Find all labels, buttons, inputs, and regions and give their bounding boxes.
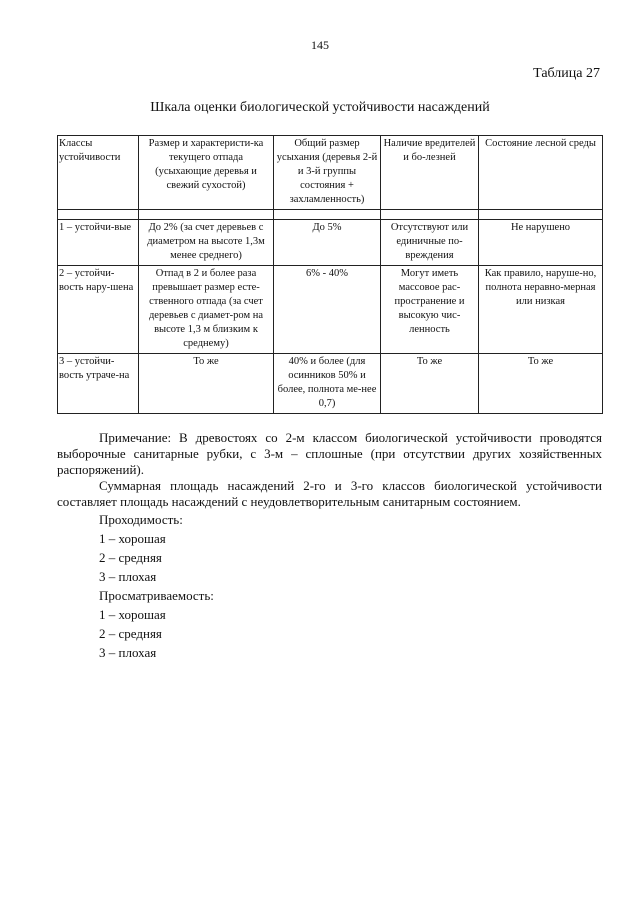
column-header: Размер и характеристи-ка текущего отпада (усыхающие деревья и свежий сухостой) bbox=[139, 136, 274, 210]
visibility-item: 1 – хорошая bbox=[99, 607, 166, 622]
visibility-heading: Просматриваемость: bbox=[99, 588, 214, 603]
passability-item: 1 – хорошая bbox=[99, 531, 166, 546]
note-paragraph: Суммарная площадь насаждений 2-го и 3-го классов биологической устойчивости составляет площадь насаждений с неудовлетворительным санитарным состоянием. bbox=[57, 478, 602, 509]
passability-heading: Проходимость: bbox=[99, 512, 183, 527]
table-row bbox=[58, 354, 603, 414]
table-cell: 6% - 40% bbox=[274, 266, 381, 354]
column-header: Общий размер усыхания (деревья 2-й и 3-й группы состояния + захламленность) bbox=[274, 136, 381, 210]
table-cell: 2 – устойчи-вость нару-шена bbox=[58, 266, 139, 354]
table-header-row bbox=[58, 136, 603, 210]
table-cell: То же bbox=[479, 354, 603, 414]
table-cell: Не нарушено bbox=[479, 220, 603, 266]
note-paragraph: Примечание: В древостоях со 2-м классом биологической устойчивости проводятся выборочные санитарные рубки, с 3-м – сплошные (при отсутствии других хозяйственных распоряжений). bbox=[57, 430, 602, 477]
table-cell: 3 – устойчи-вость утраче-на bbox=[58, 354, 139, 414]
table-cell: Отсутствуют или единичные по-вреждения bbox=[381, 220, 479, 266]
table-cell: До 5% bbox=[274, 220, 381, 266]
column-header: Классы устойчивости bbox=[58, 136, 139, 210]
passability-item: 3 – плохая bbox=[99, 569, 157, 584]
table-cell: То же bbox=[381, 354, 479, 414]
table-caption: Таблица 27 bbox=[533, 66, 600, 81]
table-row bbox=[58, 266, 603, 354]
passability-item: 2 – средняя bbox=[99, 550, 162, 565]
table-row bbox=[58, 220, 603, 266]
page-number: 145 bbox=[311, 38, 329, 52]
table-cell: То же bbox=[139, 354, 274, 414]
notes-section bbox=[57, 430, 602, 662]
table-cell: 40% и более (для осинников 50% и более, полнота ме-нее 0,7) bbox=[274, 354, 381, 414]
stability-scale-table bbox=[57, 135, 603, 414]
table-title: Шкала оценки биологической устойчивости насаждений bbox=[150, 100, 490, 115]
table-cell: Отпад в 2 и более раза превышает размер есте-ственного отпада (за счет деревьев с диамет-ром на высоте 1,3 м близким к среднему) bbox=[139, 266, 274, 354]
table-spacer-row bbox=[58, 210, 603, 220]
table-cell: Могут иметь массовое рас-пространение и высокую чис-ленность bbox=[381, 266, 479, 354]
visibility-item: 3 – плохая bbox=[99, 645, 157, 660]
table-cell: До 2% (за счет деревьев с диаметром на высоте 1,3м менее среднего) bbox=[139, 220, 274, 266]
column-header: Наличие вредителей и бо-лезней bbox=[381, 136, 479, 210]
visibility-item: 2 – средняя bbox=[99, 626, 162, 641]
table-cell: Как правило, наруше-но, полнота неравно-мерная или низкая bbox=[479, 266, 603, 354]
column-header: Состояние лесной среды bbox=[479, 136, 603, 210]
table-cell: 1 – устойчи-вые bbox=[58, 220, 139, 266]
